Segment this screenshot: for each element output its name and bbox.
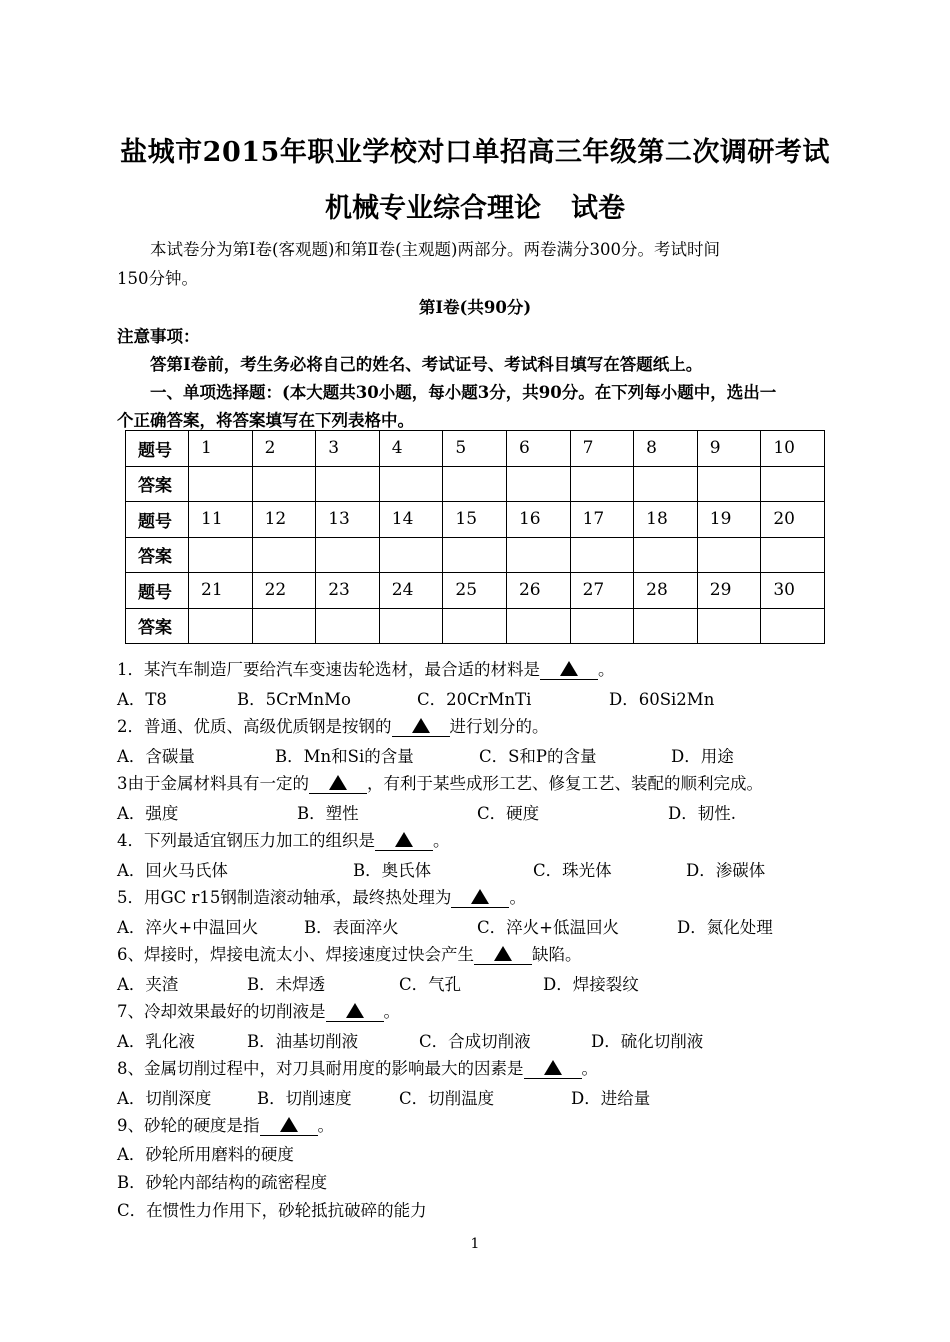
exam-title: 盐城市2015年职业学校对口单招高三年级第二次调研考试 — [120, 137, 830, 168]
options-3 — [117, 800, 917, 822]
answer-cell[interactable] — [252, 466, 316, 502]
question-number: 15 — [443, 502, 507, 538]
question-1 — [117, 656, 615, 680]
answer-cell[interactable] — [379, 537, 443, 573]
triangle-icon — [395, 832, 413, 847]
triangle-icon — [346, 1003, 364, 1018]
option-d: D．焊接裂纹 — [543, 975, 639, 994]
triangle-icon — [329, 775, 347, 790]
option-c: C．在惯性力作用下，砂轮抵抗破碎的能力 — [117, 1201, 427, 1220]
answer-label: 答案 — [126, 537, 189, 573]
table-row-numbers — [126, 431, 825, 467]
option-a: A．强度 — [117, 804, 179, 823]
answer-blank — [540, 661, 598, 680]
answer-cell[interactable] — [570, 537, 634, 573]
option-d: D．硫化切削液 — [591, 1032, 704, 1051]
option-c: C．切削温度 — [399, 1089, 495, 1108]
option-b: B．塑性 — [297, 804, 359, 823]
triangle-icon — [471, 889, 489, 904]
question-number: 22 — [252, 573, 316, 609]
page-number: 1 — [470, 1236, 480, 1252]
answer-blank — [392, 718, 450, 737]
question-text: 7、冷却效果最好的切削液是 — [117, 1002, 326, 1021]
question-3 — [117, 770, 763, 794]
question-number: 21 — [189, 573, 253, 609]
question-text-end: 。 — [317, 1116, 334, 1135]
option-b: B．奥氏体 — [353, 861, 432, 880]
question-number: 25 — [443, 573, 507, 609]
answer-cell[interactable] — [761, 537, 825, 573]
question-text-end: 。 — [581, 1059, 598, 1078]
answer-cell[interactable] — [252, 537, 316, 573]
question-number: 1 — [189, 431, 253, 467]
question-number: 18 — [634, 502, 698, 538]
option-a: A．回火马氏体 — [117, 861, 228, 880]
options-1 — [117, 686, 917, 708]
option-c: C．珠光体 — [533, 861, 612, 880]
question-text: 1．某汽车制造厂要给汽车变速齿轮选材，最合适的材料是 — [117, 660, 540, 679]
option-a: A．淬火+中温回火 — [117, 918, 259, 937]
options-2 — [117, 743, 917, 765]
question-text: 3由于金属材料具有一定的 — [117, 774, 309, 793]
question-number: 12 — [252, 502, 316, 538]
subtitle-subject: 机械专业综合理论 — [325, 193, 541, 224]
option-a: A．乳化液 — [117, 1032, 195, 1051]
table-row-answers — [126, 608, 825, 644]
option-c: C．合成切削液 — [419, 1032, 531, 1051]
question-number: 17 — [570, 502, 634, 538]
question-text-end: 。 — [509, 888, 526, 907]
option-a: A．切削深度 — [117, 1089, 212, 1108]
question-number: 7 — [570, 431, 634, 467]
question-number: 16 — [506, 502, 570, 538]
answer-cell[interactable] — [634, 466, 698, 502]
option-d: D．用途 — [671, 747, 734, 766]
part1-title: 第Ⅰ卷(共90分) — [418, 298, 532, 317]
triangle-icon — [560, 661, 578, 676]
answer-blank — [451, 889, 509, 908]
table-row-answers — [126, 466, 825, 502]
intro-line-1: 本试卷分为第Ⅰ卷(客观题)和第Ⅱ卷(主观题)两部分。两卷满分300分。考试时间 — [150, 240, 720, 259]
answer-cell[interactable] — [189, 537, 253, 573]
option-c: C．S和P的含量 — [479, 747, 597, 766]
question-number: 6 — [506, 431, 570, 467]
answer-label: 答案 — [126, 608, 189, 644]
question-text: 2．普通、优质、高级优质钢是按钢的 — [117, 717, 392, 736]
answer-cell[interactable] — [443, 537, 507, 573]
option-d: D．韧性. — [668, 804, 736, 823]
option-d: D．渗碳体 — [686, 861, 766, 880]
table-row-numbers — [126, 502, 825, 538]
triangle-icon — [412, 718, 430, 733]
question-number: 26 — [506, 573, 570, 609]
question-4 — [117, 827, 450, 851]
question-number: 5 — [443, 431, 507, 467]
question-number: 14 — [379, 502, 443, 538]
question-number: 3 — [316, 431, 380, 467]
question-2 — [117, 713, 549, 737]
question-number: 29 — [697, 573, 761, 609]
question-5 — [117, 884, 526, 908]
option-b: B．表面淬火 — [304, 918, 399, 937]
answer-cell[interactable] — [189, 608, 253, 644]
triangle-icon — [544, 1060, 562, 1075]
notice-text: 答第Ⅰ卷前，考生务必将自己的姓名、考试证号、考试科目填写在答题纸上。 — [150, 355, 703, 374]
answer-cell[interactable] — [379, 466, 443, 502]
question-text-end: 。 — [383, 1002, 400, 1021]
question-number: 24 — [379, 573, 443, 609]
question-6 — [117, 941, 582, 965]
answer-cell[interactable] — [570, 466, 634, 502]
option-a: A．夹渣 — [117, 975, 179, 994]
question-text-end: 进行划分的。 — [449, 717, 549, 736]
triangle-icon — [280, 1117, 298, 1132]
option-a: A．含碳量 — [117, 747, 195, 766]
question-number: 11 — [189, 502, 253, 538]
option-c: C．20CrMnTi — [417, 690, 532, 709]
answer-cell[interactable] — [697, 608, 761, 644]
options-5 — [117, 914, 917, 936]
option-b: B．砂轮内部结构的疏密程度 — [117, 1173, 328, 1192]
answer-blank — [375, 832, 433, 851]
question-number: 2 — [252, 431, 316, 467]
option-d: D．60Si2Mn — [609, 690, 715, 709]
table-row-answers — [126, 537, 825, 573]
option-c: C．硬度 — [477, 804, 540, 823]
answer-cell[interactable] — [506, 537, 570, 573]
question-number: 27 — [570, 573, 634, 609]
option-a: A．T8 — [117, 690, 167, 709]
answer-blank — [260, 1117, 318, 1136]
option-b: B．Mn和Si的含量 — [275, 747, 414, 766]
option-c: C．气孔 — [399, 975, 462, 994]
answer-cell[interactable] — [506, 608, 570, 644]
answer-cell[interactable] — [252, 608, 316, 644]
question-number: 10 — [761, 431, 825, 467]
question-text: 9、砂轮的硬度是指 — [117, 1116, 260, 1135]
option-c: C．淬火+低温回火 — [477, 918, 619, 937]
question-text-end: 缺陷。 — [532, 945, 582, 964]
number-label: 题号 — [126, 573, 189, 609]
options-6 — [117, 971, 917, 993]
option-b: B．未焊透 — [247, 975, 326, 994]
subtitle-paper: 试卷 — [571, 193, 625, 224]
notice-heading: 注意事项： — [117, 327, 200, 346]
question-number: 19 — [697, 502, 761, 538]
answer-cell[interactable] — [761, 466, 825, 502]
answer-cell[interactable] — [697, 466, 761, 502]
answer-blank — [474, 946, 532, 965]
table-row-numbers — [126, 573, 825, 609]
number-label: 题号 — [126, 502, 189, 538]
answer-table — [125, 430, 825, 644]
answer-cell[interactable] — [379, 608, 443, 644]
answer-blank — [309, 775, 367, 794]
answer-cell[interactable] — [761, 608, 825, 644]
section1-instructions: 一、单项选择题：(本大题共30小题，每小题3分，共90分。在下列每小题中，选出一 — [150, 383, 777, 402]
answer-blank — [524, 1060, 582, 1079]
number-label: 题号 — [126, 431, 189, 467]
question-number: 13 — [316, 502, 380, 538]
answer-label: 答案 — [126, 466, 189, 502]
question-text: 5．用GC r15钢制造滚动轴承，最终热处理为 — [117, 888, 452, 907]
answer-cell[interactable] — [443, 608, 507, 644]
option-b: B．5CrMnMo — [237, 690, 351, 709]
answer-cell[interactable] — [634, 608, 698, 644]
question-8 — [117, 1055, 598, 1079]
question-text-end: ，有利于某些成形工艺、修复工艺、装配的顺利完成。 — [367, 774, 763, 793]
answer-blank — [326, 1003, 384, 1022]
option-d: D．氮化处理 — [677, 918, 773, 937]
option-a: A．砂轮所用磨料的硬度 — [117, 1145, 294, 1164]
question-number: 30 — [761, 573, 825, 609]
options-4 — [117, 857, 917, 879]
answer-cell[interactable] — [316, 537, 380, 573]
question-text: 8、金属切削过程中，对刀具耐用度的影响最大的因素是 — [117, 1059, 524, 1078]
exam-subtitle — [0, 186, 950, 225]
option-b: B．切削速度 — [257, 1089, 352, 1108]
answer-cell[interactable] — [316, 466, 380, 502]
answer-cell[interactable] — [189, 466, 253, 502]
triangle-icon — [494, 946, 512, 961]
answer-cell[interactable] — [697, 537, 761, 573]
options-8 — [117, 1085, 917, 1107]
question-number: 4 — [379, 431, 443, 467]
option-b: B．油基切削液 — [247, 1032, 359, 1051]
question-number: 23 — [316, 573, 380, 609]
option-d: D．进给量 — [571, 1089, 651, 1108]
section1-instructions-cont: 个正确答案，将答案填写在下列表格中。 — [117, 411, 414, 430]
question-number: 28 — [634, 573, 698, 609]
question-text-end: 。 — [433, 831, 450, 850]
question-text: 4．下列最适宜钢压力加工的组织是 — [117, 831, 375, 850]
question-number: 20 — [761, 502, 825, 538]
answer-cell[interactable] — [570, 608, 634, 644]
answer-cell[interactable] — [316, 608, 380, 644]
answer-cell[interactable] — [506, 466, 570, 502]
answer-cell[interactable] — [634, 537, 698, 573]
question-number: 8 — [634, 431, 698, 467]
question-text: 6、焊接时，焊接电流太小、焊接速度过快会产生 — [117, 945, 474, 964]
question-7 — [117, 998, 400, 1022]
question-text-end: 。 — [598, 660, 615, 679]
question-9 — [117, 1112, 334, 1136]
intro-line-2: 150分钟。 — [117, 269, 198, 288]
question-number: 9 — [697, 431, 761, 467]
answer-cell[interactable] — [443, 466, 507, 502]
options-7 — [117, 1028, 917, 1050]
